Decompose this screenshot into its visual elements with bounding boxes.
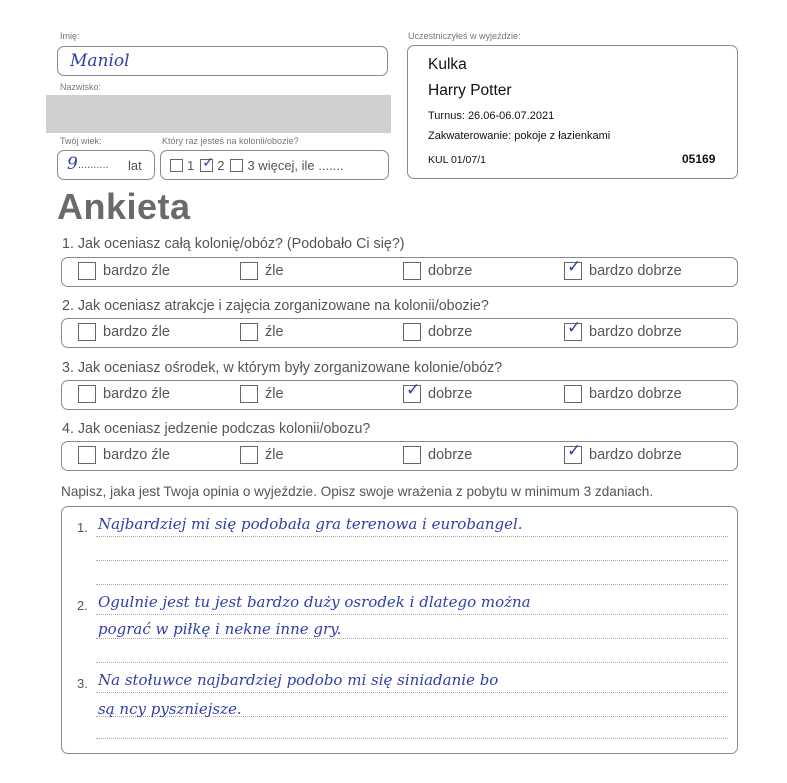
writing-line xyxy=(96,614,728,615)
answer-2-line-2: pograć w piłkę i nekne inne gry. xyxy=(98,620,342,638)
writing-line xyxy=(96,662,728,663)
age-label: Twój wiek: xyxy=(60,136,102,146)
option-1[interactable] xyxy=(78,446,170,464)
option-2[interactable] xyxy=(240,262,284,280)
question-3-text: 3. Jak oceniasz ośrodek, w którym były zorganizowane kolonie/obóz? xyxy=(62,360,503,376)
age-unit: lat xyxy=(128,158,142,173)
option-label: dobrze xyxy=(428,386,473,402)
times-checkbox-3[interactable] xyxy=(230,159,243,172)
rating-checkbox[interactable] xyxy=(78,323,96,341)
option-1[interactable] xyxy=(78,323,170,341)
option-label: bardzo dobrze xyxy=(589,324,682,340)
option-label: bardzo źle xyxy=(103,447,170,463)
option-label: bardzo źle xyxy=(103,386,170,402)
option-label: dobrze xyxy=(428,324,473,340)
check-mark-icon: ✓ xyxy=(406,380,421,400)
option-label: bardzo dobrze xyxy=(589,386,682,402)
check-mark-icon: ✓ xyxy=(567,318,582,338)
option-2[interactable] xyxy=(240,385,284,403)
option-label: dobrze xyxy=(428,447,473,463)
answer-3-line-2: są ncy pyszniejsze. xyxy=(98,700,242,718)
times-label: Który raz jesteś na kolonii/obozie? xyxy=(162,136,299,146)
rating-checkbox[interactable] xyxy=(403,380,421,403)
rating-checkbox[interactable] xyxy=(240,385,258,403)
age-dots: .......... xyxy=(78,159,109,171)
question-4-text: 4. Jak oceniasz jedzenie podczas kolonii/obozu? xyxy=(62,421,371,437)
option-label: bardzo źle xyxy=(103,263,170,279)
option-label: źle xyxy=(265,386,284,402)
writing-line xyxy=(96,536,728,537)
times-checkbox-2[interactable] xyxy=(200,154,214,172)
option-1[interactable] xyxy=(78,262,170,280)
times-field xyxy=(160,150,389,180)
writing-line xyxy=(96,584,728,585)
option-3[interactable] xyxy=(403,380,473,403)
answer-1: Najbardziej mi się podobała gra terenowa i eurobangel. xyxy=(98,515,523,533)
times-option-1: 1 xyxy=(187,158,195,173)
question-3-options xyxy=(61,380,738,410)
option-4[interactable] xyxy=(564,257,682,280)
rating-checkbox[interactable] xyxy=(564,385,582,403)
participant-number: 05169 xyxy=(682,152,716,166)
rating-checkbox[interactable] xyxy=(240,262,258,280)
lodging: Zakwaterowanie: pokoje z łazienkami xyxy=(428,130,611,142)
surname-label: Nazwisko: xyxy=(60,82,102,92)
rating-checkbox[interactable] xyxy=(403,262,421,280)
option-3[interactable] xyxy=(403,262,472,280)
answer-3-line-1: Na stołuwce najbardziej podobo mi się siniadanie bo xyxy=(98,671,499,689)
option-label: źle xyxy=(265,263,284,279)
option-label: źle xyxy=(265,447,284,463)
name-value: Maniol xyxy=(70,51,130,71)
option-2[interactable] xyxy=(240,446,284,464)
answer-2-line-1: Ogulnie jest tu jest bardzo duży osrodek i dlatego można xyxy=(98,593,531,611)
writing-line xyxy=(96,638,728,639)
rating-checkbox[interactable] xyxy=(78,262,96,280)
participant-label: Uczestniczyłeś w wyjeździe: xyxy=(408,31,521,41)
option-4[interactable] xyxy=(564,385,682,403)
name-field[interactable] xyxy=(57,46,388,76)
participant-info-box xyxy=(407,45,738,179)
age-field[interactable] xyxy=(57,150,155,180)
option-label: bardzo dobrze xyxy=(589,263,682,279)
rating-checkbox[interactable] xyxy=(564,257,582,280)
age-value: 9 xyxy=(67,154,78,174)
question-2-options xyxy=(61,318,738,348)
times-checkbox-1[interactable] xyxy=(170,159,183,172)
name-label: Imię: xyxy=(60,31,80,41)
question-1-text: 1. Jak oceniasz całą kolonię/obóz? (Podobało Ci się?) xyxy=(62,236,405,252)
option-3[interactable] xyxy=(403,323,472,341)
option-1[interactable] xyxy=(78,385,170,403)
question-1-options xyxy=(61,257,738,287)
opinion-prompt: Napisz, jaka jest Twoja opinia o wyjeździe. Opisz swoje wrażenia z pobytu w minimum 3 zdaniach. xyxy=(61,484,654,499)
option-label: bardzo dobrze xyxy=(589,447,682,463)
theme-name: Harry Potter xyxy=(428,82,512,99)
rating-checkbox[interactable] xyxy=(564,441,582,464)
group-name: Kulka xyxy=(428,56,467,73)
surname-redacted xyxy=(46,95,391,133)
check-mark-icon: ✓ xyxy=(567,257,582,277)
participant-code: KUL 01/07/1 xyxy=(428,154,486,166)
rating-checkbox[interactable] xyxy=(78,385,96,403)
answer-number-1: 1. xyxy=(77,520,88,535)
turnus: Turnus: 26.06-06.07.2021 xyxy=(428,110,555,122)
question-4-options xyxy=(61,441,738,471)
rating-checkbox[interactable] xyxy=(78,446,96,464)
times-option-2: 2 xyxy=(217,158,225,173)
writing-line xyxy=(96,692,728,693)
check-mark-icon: ✓ xyxy=(202,154,214,170)
option-3[interactable] xyxy=(403,446,472,464)
check-mark-icon: ✓ xyxy=(567,441,582,461)
option-label: bardzo źle xyxy=(103,324,170,340)
option-2[interactable] xyxy=(240,323,284,341)
option-label: źle xyxy=(265,324,284,340)
rating-checkbox[interactable] xyxy=(403,446,421,464)
writing-line xyxy=(96,738,728,739)
answer-number-3: 3. xyxy=(77,676,88,691)
writing-line xyxy=(96,560,728,561)
rating-checkbox[interactable] xyxy=(240,446,258,464)
question-2-text: 2. Jak oceniasz atrakcje i zajęcia zorganizowane na kolonii/obozie? xyxy=(62,298,489,314)
rating-checkbox[interactable] xyxy=(403,323,421,341)
option-label: dobrze xyxy=(428,263,473,279)
option-4[interactable] xyxy=(564,318,682,341)
rating-checkbox[interactable] xyxy=(240,323,258,341)
times-option-3: 3 więcej, ile ....... xyxy=(247,158,344,173)
survey-title: Ankieta xyxy=(57,186,191,227)
answer-number-2: 2. xyxy=(77,598,88,613)
rating-checkbox[interactable] xyxy=(564,318,582,341)
option-4[interactable] xyxy=(564,441,682,464)
